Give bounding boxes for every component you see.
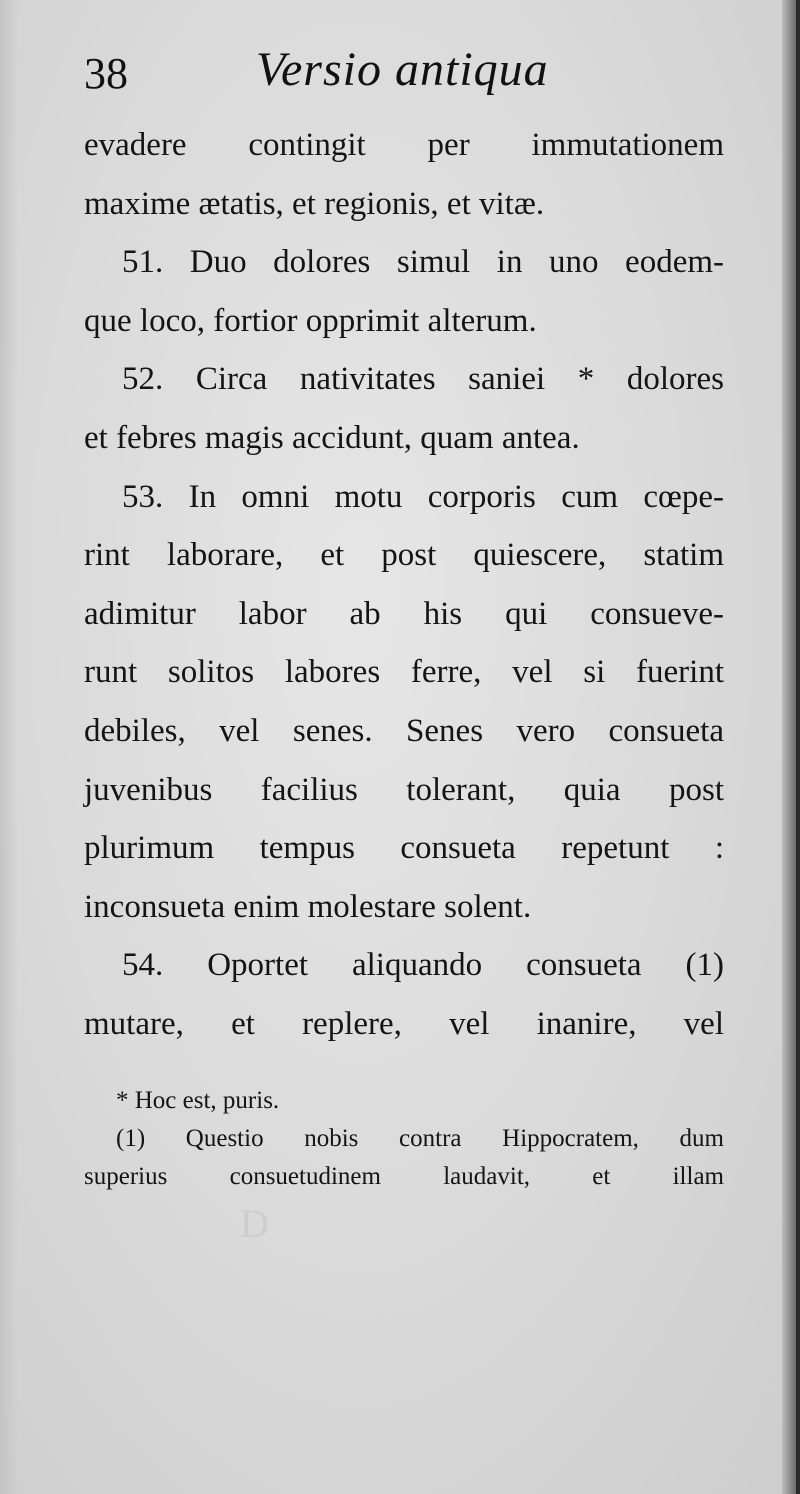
page-gutter-shade xyxy=(0,0,18,1494)
running-title: Versio antiqua xyxy=(256,43,549,96)
text-line: mutare, et replere, vel inanire, vel xyxy=(84,1005,724,1042)
footnote-line: superius consuetudinem laudavit, et illam xyxy=(84,1163,724,1190)
text-line: 51. Duo dolores simul in uno eodem- xyxy=(122,244,724,281)
text-line: 54. Oportet aliquando consueta (1) xyxy=(122,947,724,984)
signature-mark: D xyxy=(240,1201,269,1246)
text-line: inconsueta enim molestare solent. xyxy=(84,888,532,925)
footnote-line: (1) Questio nobis contra Hippocratem, dum xyxy=(116,1125,724,1152)
text-line: maxime ætatis, et regionis, et vitæ. xyxy=(84,185,545,222)
text-line: plurimum tempus consueta repetunt : xyxy=(84,830,724,867)
page-header xyxy=(84,42,724,122)
text-line: adimitur labor ab his qui consueve- xyxy=(84,595,724,632)
footnotes xyxy=(84,1082,724,1196)
page-number: 38 xyxy=(84,49,128,98)
text-line: runt solitos labores ferre, vel si fuerint xyxy=(84,654,724,691)
text-line: que loco, fortior opprimit alterum. xyxy=(84,302,537,339)
text-line: debiles, vel senes. Senes vero consueta xyxy=(84,712,724,749)
text-line: rint laborare, et post quiescere, statim xyxy=(84,537,724,574)
page-edge-shadow xyxy=(782,0,796,1494)
text-line: evadere contingit per immutationem xyxy=(84,127,724,163)
main-text xyxy=(84,116,724,1054)
text-line: et febres magis accidunt, quam antea. xyxy=(84,419,580,456)
text-line: juvenibus facilius tolerant, quia post xyxy=(84,771,724,808)
text-line: 52. Circa nativitates saniei * dolores xyxy=(122,361,724,398)
footnote-line: * Hoc est, puris. xyxy=(116,1087,280,1114)
text-line: 53. In omni motu corporis cum cœpe- xyxy=(122,478,724,515)
